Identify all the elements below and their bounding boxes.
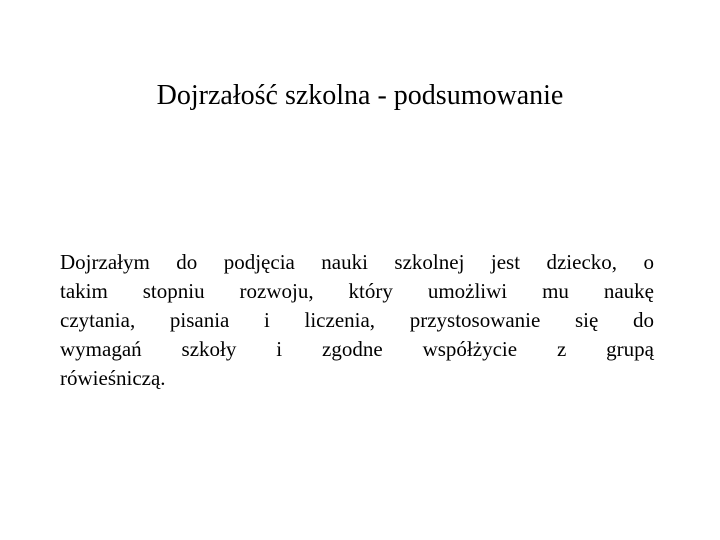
slide-title: Dojrzałość szkolna - podsumowanie xyxy=(156,80,564,111)
body-paragraph xyxy=(60,248,654,393)
body-line: rówieśniczą. xyxy=(60,366,166,390)
body-line: takim stopniu rozwoju, który umożliwi mu naukę xyxy=(60,279,654,303)
body-line: wymagań szkoły i zgodne współżycie z grupą xyxy=(60,337,654,361)
body-line: Dojrzałym do podjęcia nauki szkolnej jest dziecko, o xyxy=(60,250,654,274)
body-line: czytania, pisania i liczenia, przystosowanie się do xyxy=(60,308,654,332)
